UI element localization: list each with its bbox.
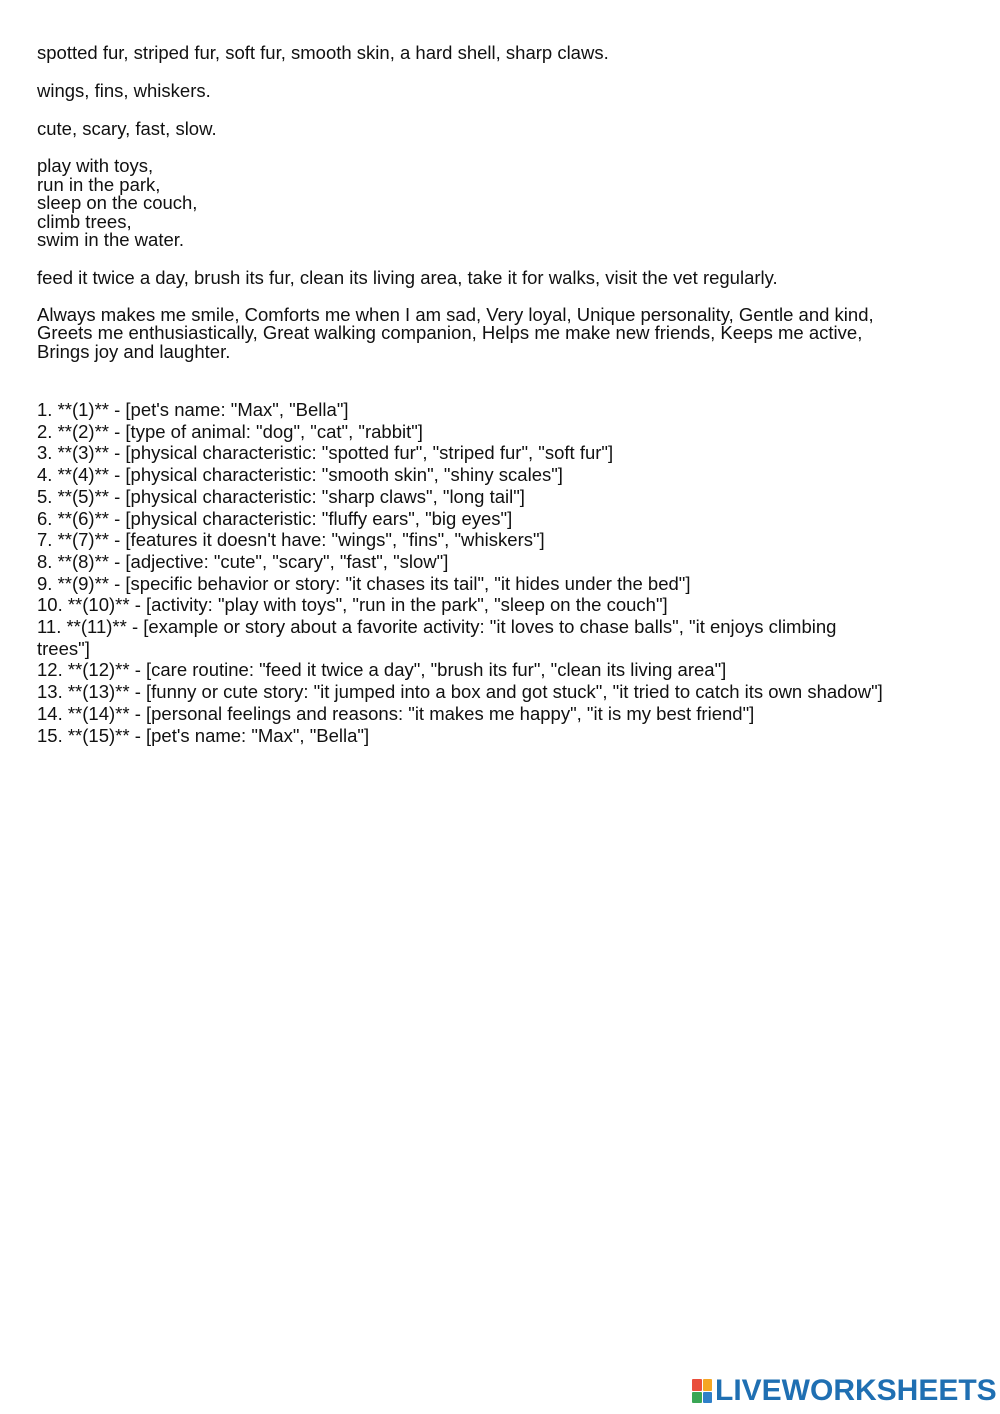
logo-text: LIVEWORKSHEETS [715,1374,997,1407]
answer-item-6: 6. **(6)** - [physical characteristic: "fluffy ears", "big eyes"] [37,507,513,529]
answer-item-7: 7. **(7)** - [features it doesn't have: "wings", "fins", "whiskers"] [37,529,545,551]
answer-item-14: 14. **(14)** - [personal feelings and reasons: "it makes me happy", "it is my best friend"] [37,702,755,724]
answer-item-11: 11. **(11)** - [example or story about a favorite activity: "it loves to chase balls", "it enjoys climbing [37,616,837,638]
answer-item-11-continued: trees"] [37,637,90,659]
word-bank-care: feed it twice a day, brush its fur, clean its living area, take it for walks, visit the vet regularly. [37,266,778,288]
answer-item-4: 4. **(4)** - [physical characteristic: "smooth skin", "shiny scales"] [37,464,563,486]
word-bank-features: wings, fins, whiskers. [37,80,211,101]
liveworksheets-logo [692,1374,997,1407]
answer-list [37,399,967,746]
answer-item-2: 2. **(2)** - [type of animal: "dog", "cat", "rabbit"] [37,420,423,442]
logo-mark-tile [692,1392,702,1404]
answer-item-3: 3. **(3)** - [physical characteristic: "spotted fur", "striped fur", "soft fur"] [37,442,614,464]
answer-item-5: 5. **(5)** - [physical characteristic: "sharp claws", "long tail"] [37,485,525,507]
answer-item-8: 8. **(8)** - [adjective: "cute", "scary", "fast", "slow"] [37,550,449,572]
word-bank-activities [37,157,967,250]
activity-line: play with toys, [37,155,154,176]
answer-item-9: 9. **(9)** - [specific behavior or story: "it chases its tail", "it hides under the bed"] [37,572,691,594]
activity-line: swim in the water. [37,229,185,250]
answer-item-13: 13. **(13)** - [funny or cute story: "it jumped into a box and got stuck", "it tried to catch its own shadow"] [37,681,883,703]
answer-item-1: 1. **(1)** - [pet's name: "Max", "Bella"] [37,399,349,420]
word-bank-adjectives: cute, scary, fast, slow. [37,118,217,139]
activity-line: run in the park, [37,173,161,195]
activity-line: sleep on the couch, [37,192,198,213]
feelings-line: Brings joy and laughter. [37,340,231,362]
word-bank-feelings [37,303,967,362]
activity-line: climb trees, [37,210,132,232]
feelings-line: Greets me enthusiastically, Great walking companion, Helps me make new friends, Keeps me active, [37,322,863,343]
answer-item-10: 10. **(10)** - [activity: "play with toys", "run in the park", "sleep on the couch"] [37,594,668,616]
word-bank-physical: spotted fur, striped fur, soft fur, smooth skin, a hard shell, sharp claws. [37,42,609,63]
answer-item-12: 12. **(12)** - [care routine: "feed it twice a day", "brush its fur", "clean its living area"] [37,659,727,681]
liveworksheets-logo-icon [692,1379,712,1403]
logo-mark-tile [703,1379,713,1391]
feelings-line: Always makes me smile, Comforts me when I am sad, Very loyal, Unique personality, Gentle and kind, [37,303,874,325]
logo-mark-tile [703,1392,713,1404]
logo-mark-tile [692,1379,702,1391]
worksheet-page [37,43,967,746]
answer-item-15: 15. **(15)** - [pet's name: "Max", "Bella"] [37,724,370,746]
section-spacer [37,379,967,399]
